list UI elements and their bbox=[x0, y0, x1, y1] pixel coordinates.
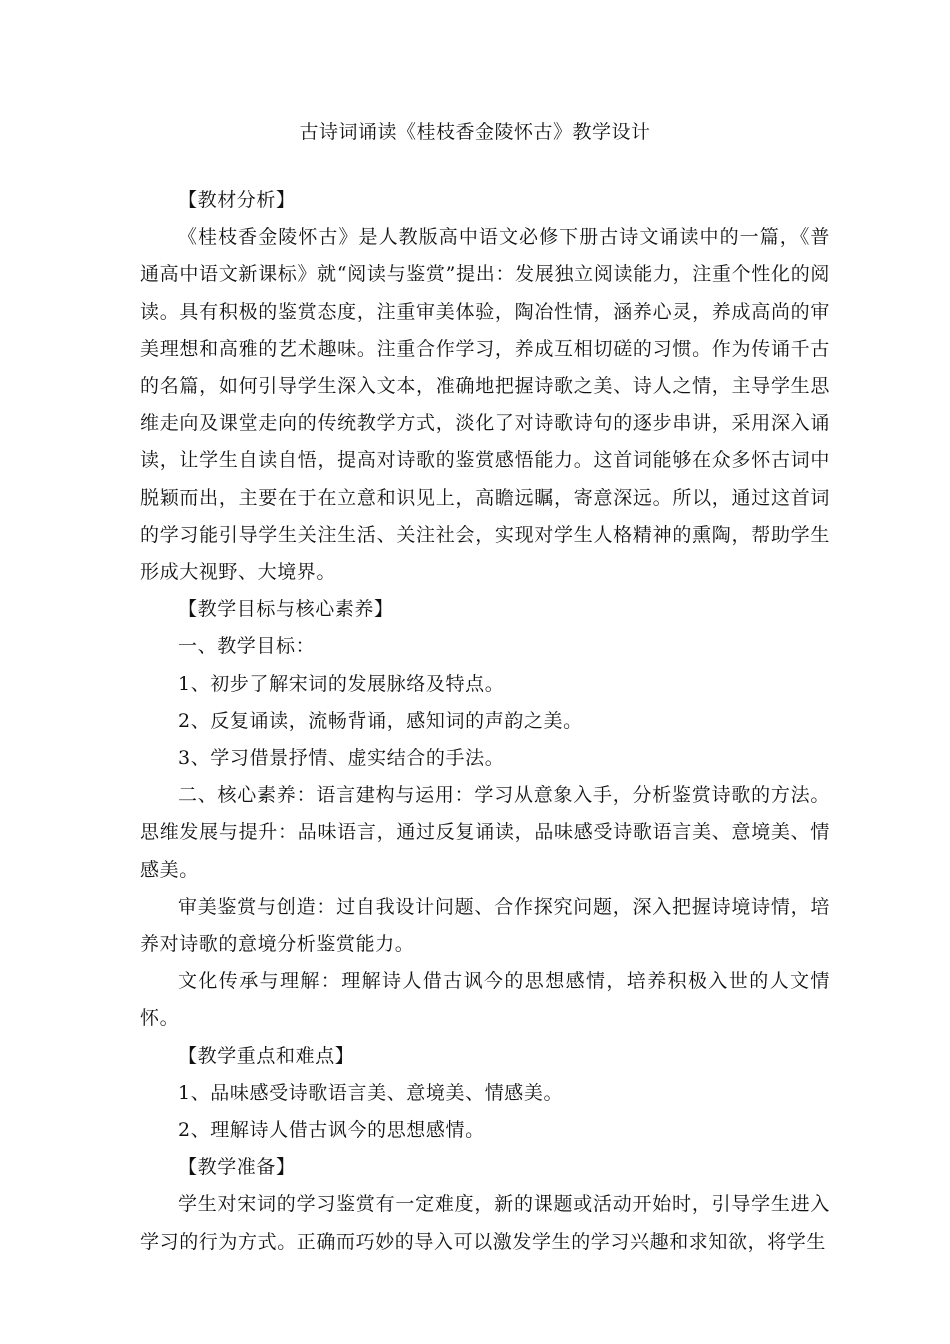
paragraph-culture: 文化传承与理解：理解诗人借古讽今的思想感情，培养积极入世的人文情怀。 bbox=[140, 970, 830, 1030]
document-body bbox=[140, 182, 830, 1261]
paragraph-material-analysis: 《桂枝香金陵怀古》是人教版高中语文必修下册古诗文诵读中的一篇，《普通高中语文新课标》就“阅读与鉴赏”提出：发展独立阅读能力，注重个性化的阅读。具有积极的鉴赏态度，注重审美体验，陶冶性情，涵养心灵，养成高尚的审美理想和高雅的艺术趣味。注重合作学习，养成互相切磋的习惯。作为传诵千古的名篇，如何引导学生深入文本，准确地把握诗歌之美、诗人之情，主导学生思维走向及课堂走向的传统教学方式，淡化了对诗歌诗句的逐步串讲，采用深入诵读，让学生自读自悟，提高对诗歌的鉴赏感悟能力。这首词能够在众多怀古词中脱颖而出，主要在于在立意和识见上，高瞻远瞩，寄意深远。所以，通过这首词的学习能引导学生关注生活、关注社会，实现对学生人格精神的熏陶，帮助学生形成大视野、大境界。 bbox=[140, 226, 830, 584]
section-heading-preparation: 【教学准备】 bbox=[178, 1156, 296, 1179]
document-title: 古诗词诵读《桂枝香金陵怀古》教学设计 bbox=[299, 121, 651, 143]
section-heading-key-points: 【教学重点和难点】 bbox=[178, 1044, 355, 1067]
paragraph-aesthetic: 审美鉴赏与创造：过自我设计问题、合作探究问题，深入把握诗境诗情，培养对诗歌的意境分析鉴赏能力。 bbox=[140, 895, 830, 956]
paragraph-core-literacy: 二、核心素养：语言建构与运用：学习从意象入手，分析鉴赏诗歌的方法。思维发展与提升：品味语言，通过反复诵读，品味感受诗歌语言美、意境美、情感美。 bbox=[140, 784, 830, 881]
paragraph-preparation: 学生对宋词的学习鉴赏有一定难度，新的课题或活动开始时，引导学生进入学习的行为方式。正确而巧妙的导入可以激发学生的学习兴趣和求知欲，将学生 bbox=[140, 1193, 830, 1253]
section-heading-goals: 【教学目标与核心素养】 bbox=[178, 598, 394, 621]
paragraph-goals-intro: 一、教学目标： bbox=[178, 635, 316, 658]
list-item-key-2: 2、理解诗人借古讽今的思想感情。 bbox=[178, 1119, 485, 1142]
list-item-goal-1: 1、初步了解宋词的发展脉络及特点。 bbox=[178, 672, 505, 695]
list-item-goal-2: 2、反复诵读，流畅背诵，感知词的声韵之美。 bbox=[178, 709, 583, 732]
list-item-goal-3: 3、学习借景抒情、虚实结合的手法。 bbox=[178, 747, 505, 770]
section-heading-material-analysis: 【教材分析】 bbox=[178, 189, 296, 211]
list-item-key-1: 1、品味感受诗歌语言美、意境美、情感美。 bbox=[178, 1081, 564, 1104]
